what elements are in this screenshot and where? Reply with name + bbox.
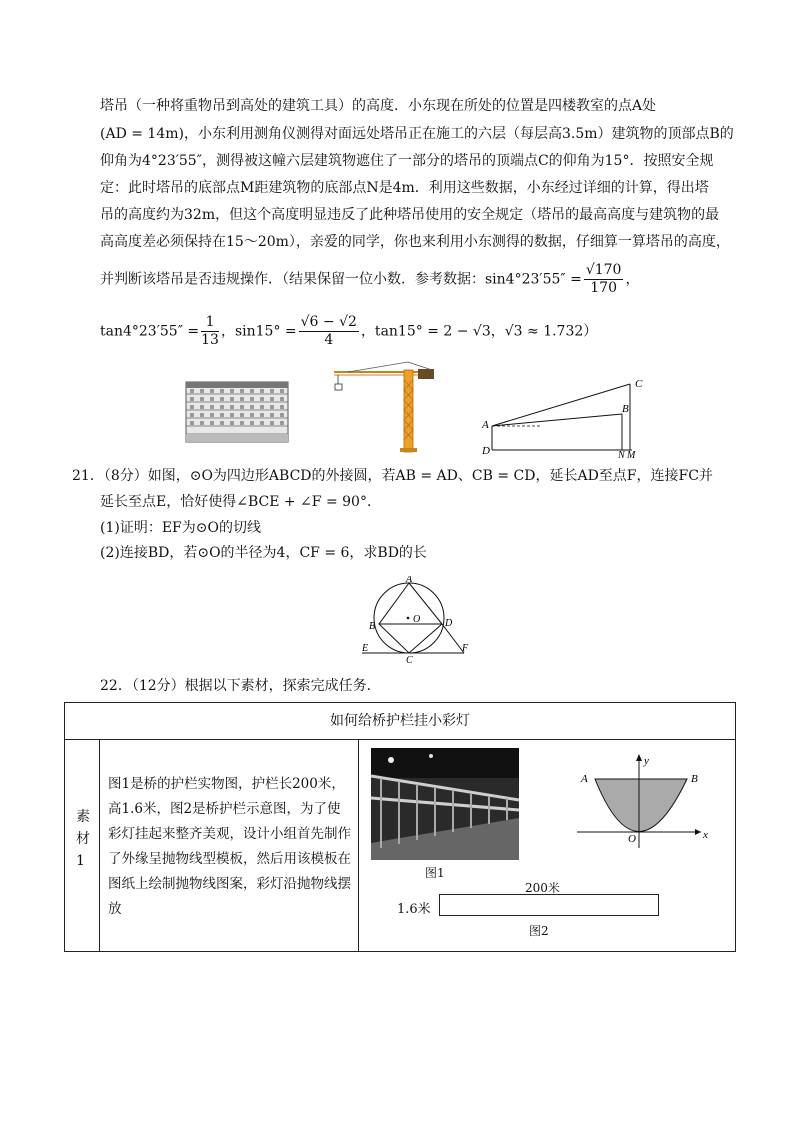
sin15-fraction	[299, 314, 359, 349]
y-axis-arrow	[636, 754, 642, 761]
sin-den: 170	[590, 280, 617, 296]
p20-line7-text: 并判断该塔吊是否违规操作．（结果保留一位小数．参考数据：sin4°23′55″ =	[100, 271, 582, 288]
label-B: B	[691, 773, 698, 785]
p20-line7: 并判断该塔吊是否违规操作．（结果保留一位小数．参考数据：sin4°23′55″ = $\frac{√170}{170}$ ，	[100, 262, 640, 296]
tan-num: 1	[201, 314, 219, 332]
x-axis-arrow	[695, 829, 701, 835]
row-label-cell	[65, 740, 100, 951]
quadrilateral-ABCD	[379, 583, 442, 653]
p20-line6: 高高度差必须保持在15～20m），亲爱的同学，你也来利用小东测得的数据，仔细算一算塔吊的高度，	[100, 234, 730, 250]
crane-image	[328, 360, 440, 454]
label-B: B	[369, 621, 376, 632]
tan-den: 13	[201, 332, 219, 348]
tan-text: tan4°23′55″ =	[100, 323, 200, 340]
elevation-diagram	[480, 374, 650, 458]
table-title: 如何给桥护栏挂小彩灯	[65, 703, 735, 740]
p20-line4: 定：此时塔吊的底部点M距建筑物的底部点N是4m．利用这些数据，小东经过详细的计算，得出塔	[100, 180, 709, 196]
parabola-shape	[595, 779, 687, 832]
label-C: C	[406, 655, 413, 664]
p21-line2: 延长至点E，恰好使得∠BCE + ∠F = 90°．	[100, 494, 381, 510]
label-F: F	[462, 643, 469, 654]
label-M: M	[627, 450, 636, 458]
p21-line1: 21．（8分）如图，⊙O为四边形ABCD的外接圆，若AB = AD、CB = CD，延长AD至点F，连接FC并	[72, 468, 713, 484]
label-A: A	[482, 419, 489, 431]
center-dot	[407, 617, 410, 620]
p21-q2: (2)连接BD，若⊙O的半径为4，CF = 6，求BD的长	[100, 545, 427, 561]
label-O: O	[628, 833, 636, 845]
label-E: E	[362, 643, 369, 654]
building-image	[180, 378, 292, 444]
fig1-caption: 图1	[425, 866, 445, 880]
railing-rectangle	[439, 894, 659, 916]
p21-q1: (1)证明：EF为⊙O的切线	[100, 520, 261, 536]
fig2-width-label: 200米	[525, 881, 560, 895]
sin15-text: ，sin15° =	[220, 323, 297, 340]
p20-line8	[100, 314, 597, 349]
p20-line5: 吊的高度约为32m，但这个高度明显违反了此种塔吊使用的安全规定（塔吊的最高高度与建筑物的最	[100, 207, 720, 223]
label-A: A	[581, 773, 588, 785]
label-O: O	[413, 614, 421, 625]
p20-line1: 塔吊（一种将重物吊到高处的建筑工具）的高度．小东现在所处的位置是四楼教室的点A处	[100, 98, 657, 114]
tan-fraction	[201, 314, 219, 349]
row-text: 图1是桥的护栏实物图，护栏长200米，高1.6米，图2是桥护栏示意图，为了使彩灯挂起来整齐美观，设计小组首先制作了外缘呈抛物线型模板，然后用该模板在图纸上绘制抛物线图案，彩灯沿抛物线摆放	[108, 776, 351, 917]
bridge-railing-photo	[371, 748, 519, 860]
fig2-height-label: 1.6米	[397, 902, 431, 917]
row-label: 素材1	[76, 809, 90, 869]
materials-table	[64, 702, 736, 952]
sin15-den: 4	[324, 332, 334, 348]
row-text-cell	[100, 740, 359, 951]
label-B: B	[622, 403, 629, 415]
label-N: N	[618, 450, 625, 458]
fig2-caption: 图2	[529, 924, 549, 938]
sin-num: √170	[585, 262, 622, 278]
sin15-num: √6 − √2	[300, 314, 357, 330]
label-y: y	[644, 755, 649, 767]
tan15-text: ，tan15° = 2 − √3，√3 ≈ 1.732）	[360, 323, 598, 340]
label-C: C	[635, 378, 643, 390]
label-D: D	[482, 445, 490, 457]
p22-line1: 22．（12分）根据以下素材，探索完成任务．	[100, 678, 381, 694]
p20-line3: 仰角为4°23′55″，测得被这幢六层建筑物遮住了一部分的塔吊的顶端点C的仰角为15°．按照安全规	[100, 153, 714, 169]
label-A: A	[406, 576, 413, 585]
sin-fraction	[584, 262, 624, 297]
row-figure-cell	[359, 740, 735, 951]
label-D: D	[445, 618, 453, 629]
p20-line2: (AD = 14m)，小东利用测角仪测得对面远处塔吊正在施工的六层（每层高3.5m）建筑物的顶部点B的	[100, 126, 734, 142]
label-x: x	[703, 829, 708, 841]
circle-diagram	[356, 576, 476, 664]
parabola-template	[567, 752, 711, 848]
